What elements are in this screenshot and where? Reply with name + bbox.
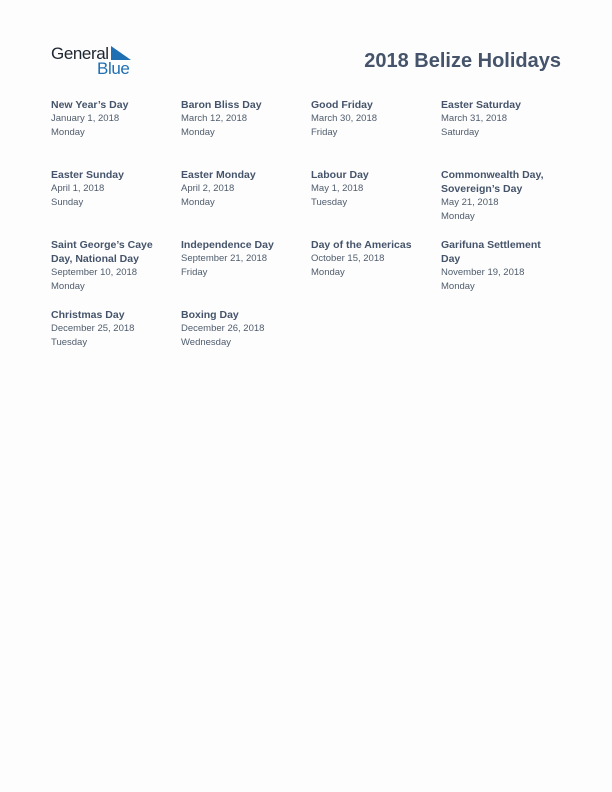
holiday-date: April 1, 2018 (51, 183, 105, 194)
holiday-name: Easter Sunday (51, 169, 124, 181)
holiday-weekday: Friday (181, 267, 208, 278)
holiday-entry (181, 308, 311, 378)
holiday-date: May 1, 2018 (311, 183, 364, 194)
holiday-date: November 19, 2018 (441, 267, 525, 278)
holiday-entry (181, 98, 311, 168)
holiday-date: March 12, 2018 (181, 113, 248, 124)
holiday-name: Independence Day (181, 239, 274, 251)
holiday-name: Easter Monday (181, 169, 256, 181)
holiday-date: March 30, 2018 (311, 113, 378, 124)
holiday-entry (51, 308, 181, 378)
logo-word-blue: Blue (97, 59, 130, 78)
holiday-name: Garifuna Settlement Day (441, 239, 541, 265)
holiday-entry (51, 168, 181, 238)
holiday-name: Labour Day (311, 169, 369, 181)
holiday-date: September 10, 2018 (51, 267, 138, 278)
holiday-date: September 21, 2018 (181, 253, 268, 264)
holiday-weekday: Monday (311, 267, 345, 278)
holiday-date: December 25, 2018 (51, 323, 135, 334)
logo-word-general: General (51, 44, 109, 63)
holiday-entry (51, 238, 181, 308)
holiday-name: Boxing Day (181, 309, 239, 321)
holiday-entry (181, 238, 311, 308)
holiday-entry (441, 168, 571, 238)
holiday-weekday: Monday (51, 127, 85, 138)
holiday-weekday: Saturday (441, 127, 480, 138)
holiday-entry (311, 98, 441, 168)
generalblue-logo (51, 44, 141, 78)
holiday-weekday: Monday (441, 281, 475, 292)
holiday-date: May 21, 2018 (441, 197, 499, 208)
holiday-entry (311, 238, 441, 308)
holiday-name: Commonwealth Day, Sovereign’s Day (441, 169, 544, 195)
holiday-name: Christmas Day (51, 309, 125, 321)
holiday-date: April 2, 2018 (181, 183, 235, 194)
holiday-name: New Year’s Day (51, 99, 129, 111)
holiday-entry (441, 238, 571, 308)
holiday-weekday: Tuesday (51, 337, 88, 348)
holiday-name: Saint George’s Caye Day, National Day (51, 239, 153, 265)
holiday-date: December 26, 2018 (181, 323, 265, 334)
holiday-entry (441, 98, 571, 168)
holiday-weekday: Wednesday (181, 337, 231, 348)
holiday-date: October 15, 2018 (311, 253, 385, 264)
holiday-weekday: Tuesday (311, 197, 348, 208)
holiday-grid (51, 98, 571, 378)
holiday-name: Easter Saturday (441, 99, 521, 111)
holiday-date: March 31, 2018 (441, 113, 508, 124)
holiday-entry (181, 168, 311, 238)
holiday-name: Day of the Americas (311, 239, 412, 251)
holiday-entry (51, 98, 181, 168)
page-title: 2018 Belize Holidays (364, 50, 561, 72)
holiday-weekday: Monday (181, 127, 215, 138)
holiday-entry (311, 168, 441, 238)
holiday-date: January 1, 2018 (51, 113, 120, 124)
holiday-weekday: Monday (181, 197, 215, 208)
holiday-name: Good Friday (311, 99, 373, 111)
holiday-weekday: Friday (311, 127, 338, 138)
holiday-weekday: Sunday (51, 197, 84, 208)
holiday-weekday: Monday (441, 211, 475, 222)
holiday-weekday: Monday (51, 281, 85, 292)
holiday-name: Baron Bliss Day (181, 99, 262, 111)
